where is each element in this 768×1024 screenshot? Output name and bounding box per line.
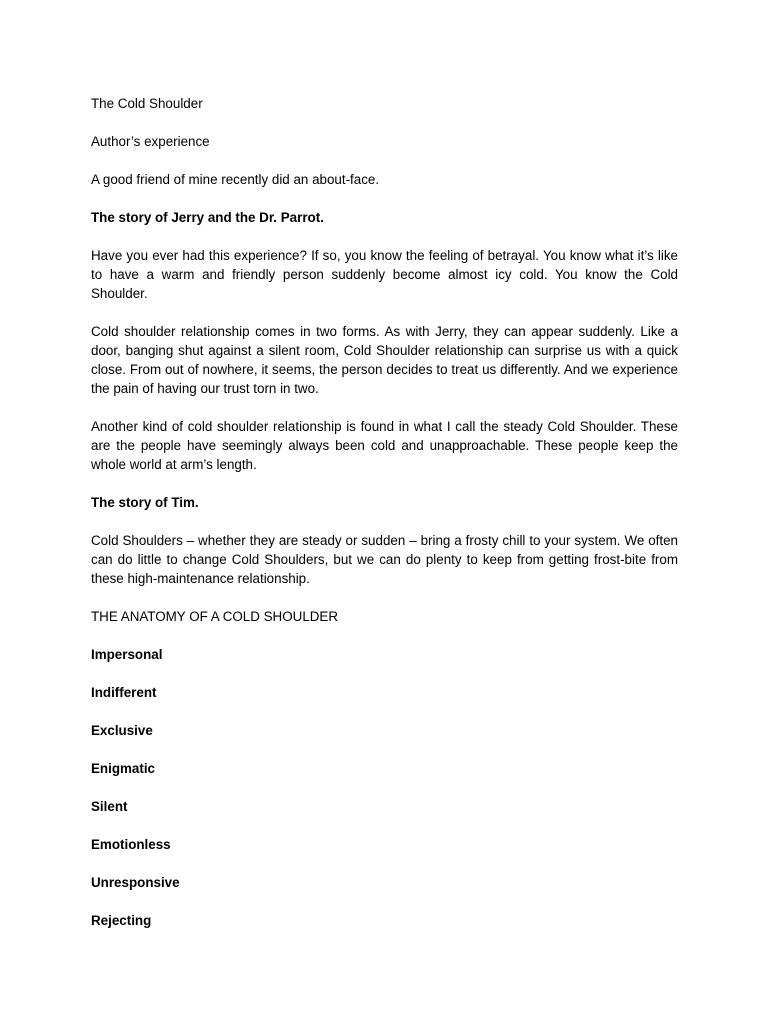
intro-paragraph: A good friend of mine recently did an about-face. (91, 172, 380, 187)
body-paragraph-1: Have you ever had this experience? If so, you know the feeling of betrayal. You know what it’s like to have a warm and friendly person suddenly become almost icy cold. You know the Cold Shoulder. (91, 248, 678, 301)
story-jerry-heading: The story of Jerry and the Dr. Parrot. (91, 210, 324, 225)
trait-item: Unresponsive (91, 875, 180, 890)
trait-item: Enigmatic (91, 761, 155, 776)
trait-item: Silent (91, 799, 128, 814)
body-paragraph-2: Cold shoulder relationship comes in two forms. As with Jerry, they can appear suddenly. Like a door, banging shut against a silent room, Cold Shoulder relationship can surprise us with a quick close. From out of nowhere, it seems, the person decides to treat us differently. And we experience the pain of having our trust torn in two. (91, 324, 678, 396)
body-paragraph-4: Cold Shoulders – whether they are steady or sudden – bring a frosty chill to your system. We often can do little to change Cold Shoulders, but we can do plenty to keep from getting frost-bite from these high-maintenance relationship. (91, 533, 678, 586)
trait-item: Emotionless (91, 837, 171, 852)
anatomy-heading: THE ANATOMY OF A COLD SHOULDER (91, 609, 339, 624)
story-tim-heading: The story of Tim. (91, 495, 199, 510)
document-title: The Cold Shoulder (91, 96, 203, 111)
trait-item: Exclusive (91, 723, 153, 738)
document-body (91, 94, 678, 949)
body-paragraph-3: Another kind of cold shoulder relationship is found in what I call the steady Cold Shoulder. These are the people have seemingly always been cold and unapproachable. These people keep the whole world at arm’s length. (91, 419, 678, 472)
trait-item: Rejecting (91, 913, 152, 928)
document-subtitle: Author’s experience (91, 134, 210, 149)
trait-item: Indifferent (91, 685, 157, 700)
trait-item: Impersonal (91, 647, 163, 662)
